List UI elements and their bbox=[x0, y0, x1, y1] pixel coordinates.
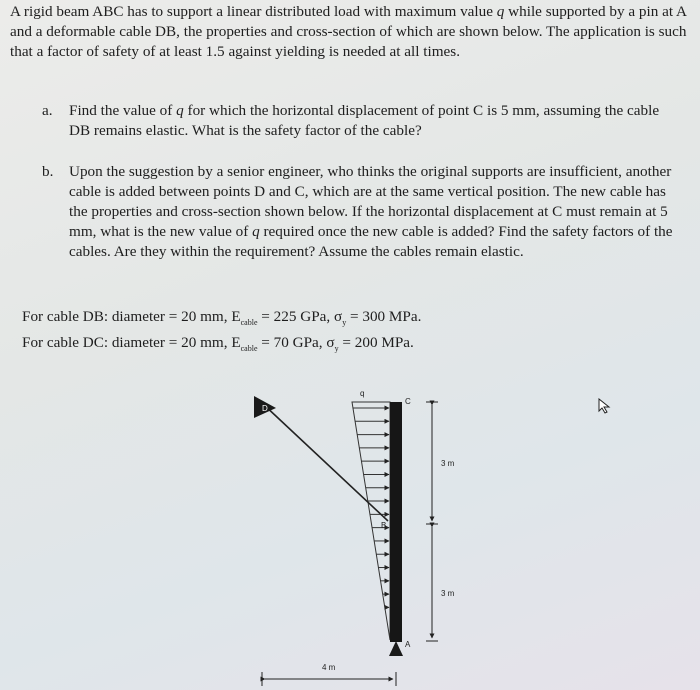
question-a-label: a. bbox=[42, 102, 53, 119]
pin-support-a bbox=[389, 641, 403, 656]
point-d-label: D bbox=[262, 404, 268, 413]
question-b-text: Upon the suggestion by a senior engineer, who thinks the original supports are insufficient, another cable is added between points D and C, which are at the same vertical position. The new cable has the properties and cross-section shown below. If the horizontal displacement at C must remain at 5 mm, what is the new value of q required once the new cable is added? Find the safety factors of the cables. Are they within the requirement? Assume the cables remain elastic. bbox=[69, 163, 673, 260]
point-b-label: B bbox=[381, 521, 387, 530]
beam-abc bbox=[390, 402, 402, 642]
mouse-cursor-icon bbox=[598, 398, 612, 414]
dimension-label-lower: 3 m bbox=[441, 589, 455, 598]
load-arrows bbox=[353, 408, 389, 607]
q-symbol: q bbox=[496, 3, 505, 20]
point-c-label: C bbox=[405, 397, 411, 406]
question-b-label: b. bbox=[42, 163, 54, 180]
dimension-label-horizontal: 4 m bbox=[322, 663, 336, 672]
problem-intro: A rigid beam ABC has to support a linear distributed load with maximum value q while supported by a pin at A and a deformable cable DB, the properties and cross-section of which are shown below. The application is such that a factor of safety of at least 1.5 against yielding is needed at all times. bbox=[10, 3, 687, 60]
q-symbol: q bbox=[176, 102, 184, 119]
cable-db-properties: For cable DB: diameter = 20 mm, $E_{cable} = 225$ GPa, $\sigma_y = 300$ MPa. bbox=[22, 308, 422, 328]
question-a-text: Find the value of q for which the horizontal displacement of point C is 5 mm, assuming the cable DB remains elastic. What is the safety factor of the cable? bbox=[69, 102, 660, 139]
cable-dc-properties: For cable DC: diameter = 20 mm, $E_{cable} = 70$ GPa, $\sigma_y = 200$ MPa. bbox=[22, 334, 414, 354]
cable-db bbox=[262, 403, 388, 521]
q-symbol: q bbox=[252, 223, 260, 240]
point-a-label: A bbox=[405, 640, 411, 649]
dimension-label-upper: 3 m bbox=[441, 459, 455, 468]
load-label-q: q bbox=[360, 389, 365, 398]
